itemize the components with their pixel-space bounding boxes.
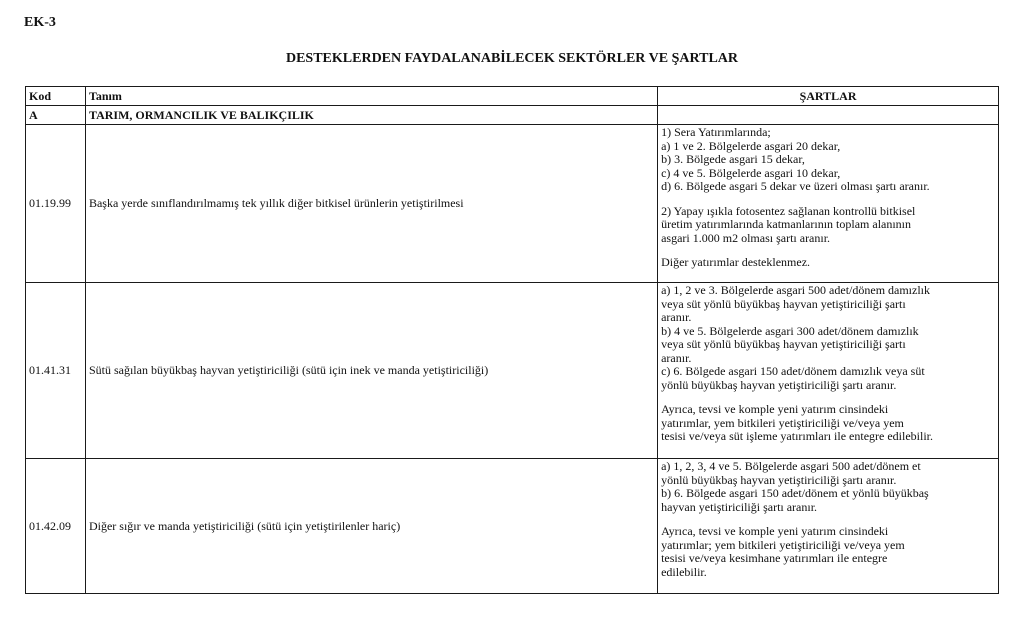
- section-row: [26, 106, 999, 125]
- condition-line: b) 4 ve 5. Bölgelerde asgari 300 adet/dönem damızlık: [661, 323, 919, 338]
- row-conditions: [658, 283, 999, 459]
- condition-line: yatırımlar; yem bitkileri yetiştiriciliği ve/veya yem: [661, 537, 905, 552]
- row-name: Sütü sağılan büyükbaş hayvan yetiştiriciliği (sütü için inek ve manda yetiştiriciliği): [85, 283, 657, 459]
- condition-line: asgari 1.000 m2 olması şartı aranır.: [661, 230, 831, 245]
- condition-line: a) 1, 2 ve 3. Bölgelerde asgari 500 adet/dönem damızlık: [661, 283, 931, 297]
- condition-line: a) 1 ve 2. Bölgelerde asgari 20 dekar,: [661, 138, 841, 153]
- header-sartlar: ŞARTLAR: [658, 87, 999, 106]
- condition-line: hayvan yetiştiriciliği şartı aranır.: [661, 499, 818, 514]
- condition-line: d) 6. Bölgede asgari 5 dekar ve üzeri olması şartı aranır.: [661, 179, 930, 193]
- condition-line: tesisi ve/veya kesimhane yatırımları ile entegre: [661, 551, 888, 565]
- row-code: 01.19.99: [26, 125, 86, 283]
- condition-line: 2) Yapay ışıkla fotosentez sağlanan kontrollü bitkisel: [661, 203, 916, 218]
- row-code: 01.42.09: [26, 459, 86, 594]
- condition-line: 1) Sera Yatırımlarında;: [661, 125, 771, 139]
- row-conditions: [658, 125, 999, 283]
- annex-label: EK-3: [24, 15, 56, 30]
- condition-spacer: [661, 194, 995, 205]
- condition-line: üretim yatırımlarında katmanlarının toplam alanının: [661, 217, 912, 231]
- table-header-row: [26, 87, 999, 106]
- condition-line: c) 4 ve 5. Bölgelerde asgari 10 dekar,: [661, 165, 841, 180]
- condition-line: veya süt yönlü büyükbaş hayvan yetiştiriciliği şartı: [661, 296, 906, 311]
- condition-line: b) 3. Bölgede asgari 15 dekar,: [661, 152, 805, 166]
- condition-line: a) 1, 2, 3, 4 ve 5. Bölgelerde asgari 500 adet/dönem et: [661, 459, 921, 473]
- table-row: [26, 283, 999, 459]
- row-name: Başka yerde sınıflandırılmamış tek yıllık diğer bitkisel ürünlerin yetiştirilmesi: [85, 125, 657, 283]
- condition-line: Ayrıca, tevsi ve komple yeni yatırım cinsindeki: [661, 402, 889, 416]
- condition-line: Ayrıca, tevsi ve komple yeni yatırım cinsindeki: [661, 524, 889, 538]
- condition-line: aranır.: [661, 350, 692, 365]
- document-title: DESTEKLERDEN FAYDALANABİLECEK SEKTÖRLER VE ŞARTLAR: [285, 51, 739, 66]
- header-tanim: Tanım: [85, 87, 657, 106]
- section-empty-cell: [658, 106, 999, 125]
- condition-line: veya süt yönlü büyükbaş hayvan yetiştiriciliği şartı: [661, 337, 906, 351]
- header-kod: Kod: [26, 87, 86, 106]
- condition-line: tesisi ve/veya süt işleme yatırımları ile entegre edilebilir.: [661, 429, 934, 443]
- condition-line: b) 6. Bölgede asgari 150 adet/dönem et yönlü büyükbaş: [661, 486, 929, 500]
- condition-line: aranır.: [661, 310, 692, 324]
- section-name: TARIM, ORMANCILIK VE BALIKÇILIK: [85, 106, 657, 125]
- table-row: [26, 459, 999, 594]
- condition-line: Diğer yatırımlar desteklenmez.: [661, 255, 811, 269]
- row-name: Diğer sığır ve manda yetiştiriciliği (sütü için yetiştirilenler hariç): [85, 459, 657, 594]
- condition-line: yatırımlar, yem bitkileri yetiştiriciliği ve/veya yem: [661, 415, 904, 430]
- row-conditions: [658, 459, 999, 594]
- row-code: 01.41.31: [26, 283, 86, 459]
- sector-conditions-table: [25, 86, 999, 594]
- condition-line: yönlü büyükbaş hayvan yetiştiriciliği şartı aranır.: [661, 377, 897, 392]
- condition-line: c) 6. Bölgede asgari 150 adet/dönem damızlık veya süt: [661, 364, 925, 378]
- section-code: A: [26, 106, 86, 125]
- condition-line: edilebilir.: [661, 564, 707, 579]
- condition-line: yönlü büyükbaş hayvan yetiştiriciliği şartı aranır.: [661, 472, 897, 487]
- table-row: [26, 125, 999, 283]
